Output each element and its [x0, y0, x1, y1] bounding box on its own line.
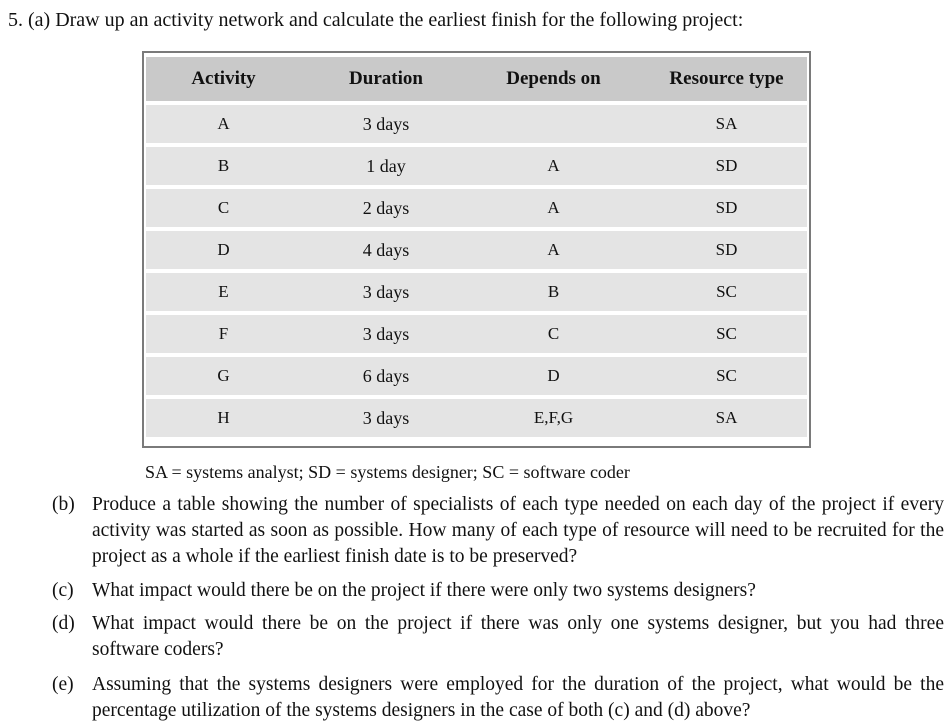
part-label: (d)	[52, 613, 75, 634]
table-row	[146, 147, 807, 185]
cell-depends-on: C	[547, 324, 560, 343]
question-part-d	[52, 611, 944, 663]
cell-resource-type: SC	[716, 366, 737, 385]
cell-duration: 3 days	[362, 407, 410, 428]
cell-depends-on	[471, 105, 636, 143]
resource-legend: SA = systems analyst; SD = systems designer; SC = software coder	[145, 462, 630, 482]
cell-resource-type: SC	[716, 324, 737, 343]
header-resource-type: Resource type	[669, 68, 784, 89]
cell-resource-type: SA	[715, 408, 738, 427]
cell-depends-on: A	[547, 156, 560, 175]
cell-duration: 4 days	[362, 239, 410, 260]
header-duration: Duration	[349, 68, 423, 89]
part-text: What impact would there be on the project if there was only one systems designer, but you had three software coders?	[92, 613, 944, 660]
part-label: (b)	[52, 494, 75, 515]
cell-depends-on: B	[547, 282, 560, 301]
table-row	[146, 189, 807, 227]
cell-resource-type: SA	[715, 114, 738, 133]
cell-activity: A	[217, 114, 230, 133]
question-part-c	[52, 578, 944, 604]
cell-resource-type: SC	[716, 282, 737, 301]
cell-duration: 3 days	[362, 281, 410, 302]
table-row	[146, 399, 807, 437]
activity-table	[142, 51, 811, 448]
question-title: 5. (a) Draw up an activity network and calculate the earliest finish for the following project:	[8, 9, 744, 31]
cell-activity: D	[217, 240, 230, 259]
cell-activity: C	[217, 198, 230, 217]
cell-duration: 6 days	[362, 365, 410, 386]
header-activity: Activity	[191, 68, 256, 89]
cell-duration: 2 days	[362, 197, 410, 218]
cell-activity: G	[217, 366, 230, 385]
cell-resource-type: SD	[715, 240, 738, 259]
part-text: Assuming that the systems designers were employed for the duration of the project, what would be the percentage utilization of the systems designers in the case of both (c) and (d) above?	[92, 674, 944, 721]
cell-duration: 3 days	[362, 113, 410, 134]
table-row	[146, 273, 807, 311]
question-part-b	[52, 492, 944, 570]
cell-depends-on: E,F,G	[533, 408, 574, 427]
cell-resource-type: SD	[715, 156, 738, 175]
part-label: (e)	[52, 674, 74, 695]
table-row	[146, 231, 807, 269]
cell-activity: B	[217, 156, 230, 175]
cell-depends-on: A	[547, 198, 560, 217]
table-header-row	[146, 57, 807, 101]
question-part-e	[52, 672, 944, 724]
cell-activity: F	[218, 324, 229, 343]
table-row	[146, 105, 807, 143]
cell-duration: 3 days	[362, 323, 410, 344]
cell-activity: H	[217, 408, 230, 427]
part-text: What impact would there be on the project if there were only two systems designers?	[92, 580, 756, 601]
cell-duration: 1 day	[366, 155, 406, 176]
part-text: Produce a table showing the number of specialists of each type needed on each day of the project if every activity was started as soon as possible. How many of each type of resource will need to be recruited for the project as a whole if the earliest finish date is to be preserved?	[92, 494, 944, 567]
table-row	[146, 357, 807, 395]
part-label: (c)	[52, 580, 74, 601]
cell-depends-on: D	[547, 366, 560, 385]
cell-depends-on: A	[547, 240, 560, 259]
cell-activity: E	[218, 282, 229, 301]
cell-resource-type: SD	[715, 198, 738, 217]
table-row	[146, 315, 807, 353]
header-depends-on: Depends on	[506, 68, 601, 89]
